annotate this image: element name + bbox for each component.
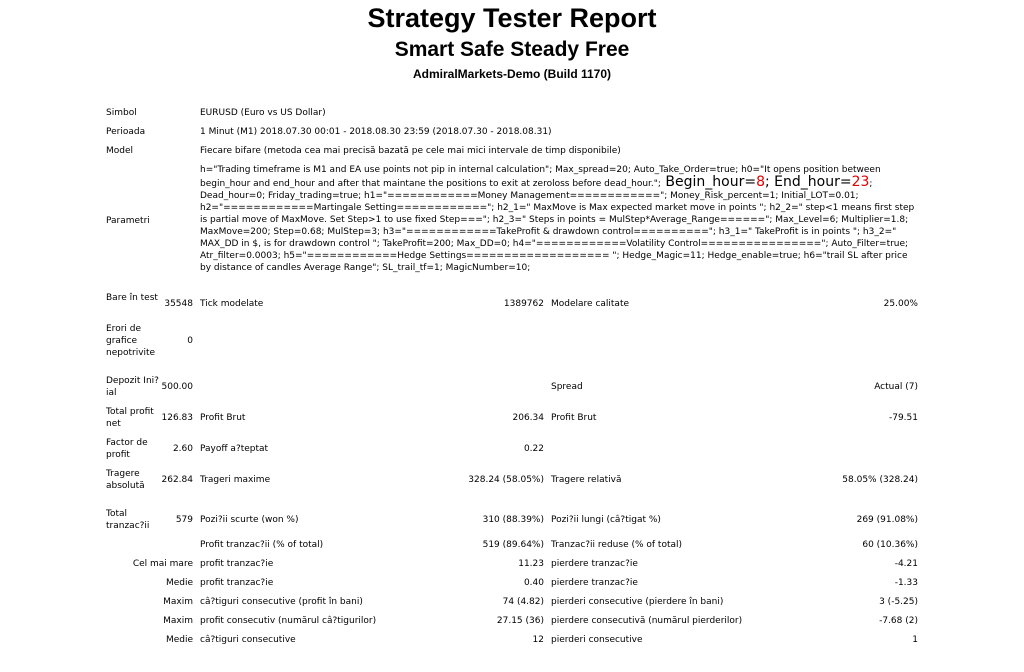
ticks-value: 1389762	[503, 299, 544, 309]
payoff-value: 0.22	[523, 444, 544, 454]
grossprofit-value: 206.34	[512, 413, 544, 423]
absdd-label: Tragere absolută	[106, 469, 145, 491]
deposit-label: Depozit Ini?ial	[106, 376, 159, 398]
avg-label-2: Medie	[165, 635, 193, 645]
quality-value: 25.00%	[883, 299, 918, 309]
deposit-value: 500.00	[161, 382, 193, 392]
max-consloss-value: 3 (-5.25)	[879, 597, 918, 607]
grossloss-label: Profit Brut	[551, 413, 597, 423]
avg-label: Medie	[165, 578, 193, 588]
avg-loss-label: pierdere tranzac?ie	[551, 578, 638, 588]
params-text-1: h="Trading timeframe is M1 and EA use points not pip in internal calculation"; Max_spread=20; Auto_Take_Order=true; h0="It opens position between begin_hour and end_hour and after that maintane the positions to exit at zeroloss before dead_hour.";	[200, 165, 881, 189]
end-hour-label: ; End_hour=	[765, 174, 852, 190]
report-title: Strategy Tester Report	[367, 3, 657, 33]
grossloss-value: -79.51	[888, 413, 918, 423]
profittrades-label: Profit tranzac?ii (% of total)	[200, 540, 324, 550]
max-conslossamt-label: pierdere consecutivă (numărul pierderilor)	[551, 616, 743, 626]
bars-label: Bare în test	[106, 293, 158, 303]
model-label: Model	[106, 146, 134, 156]
pf-label: Factor de profit	[106, 438, 148, 460]
ticks-label: Tick modelate	[200, 299, 264, 309]
end-hour-value: 23	[851, 174, 870, 190]
largest-profit-value: 11.23	[518, 559, 544, 569]
model-value: Fiecare bifare (metoda cea mai precisă bazată pe cele mai mici intervale de timp disponibile)	[200, 146, 621, 156]
trades-value: 579	[175, 515, 193, 525]
largest-loss-value: -4.21	[894, 559, 918, 569]
largest-label: Cel mai mare	[132, 559, 193, 569]
avg-consloss-value: 1	[912, 635, 918, 645]
profittrades-value: 519 (89.64%)	[482, 540, 544, 550]
quality-label: Modelare calitate	[551, 299, 630, 309]
max-consprofit-value: 27.15 (36)	[496, 616, 544, 626]
max-conslossamt-value: -7.68 (2)	[879, 616, 918, 626]
bars-value: 35548	[164, 299, 193, 309]
server-build: AdmiralMarkets-Demo (Build 1170)	[412, 67, 612, 81]
short-label: Pozi?ii scurte (won %)	[200, 515, 299, 525]
reldd-label: Tragere relativă	[551, 475, 622, 485]
maxdd-value: 328.24 (58.05%)	[468, 475, 544, 485]
period-label: Perioada	[106, 127, 146, 137]
max-consloss-label: pierderi consecutive (pierdere în bani)	[551, 597, 724, 607]
avg-consloss-label: pierderi consecutive	[551, 635, 643, 645]
losstrades-value: 60 (10.36%)	[862, 540, 918, 550]
losstrades-label: Tranzac?ii reduse (% of total)	[551, 540, 683, 550]
short-value: 310 (88.39%)	[482, 515, 544, 525]
max-label-2: Maxim	[163, 616, 193, 626]
trades-label: Total tranzac?ii	[106, 509, 150, 531]
avg-conswins-value: 12	[532, 635, 544, 645]
params-value	[200, 164, 920, 274]
absdd-value: 262.84	[161, 475, 193, 485]
symbol-value: EURUSD (Euro vs US Dollar)	[200, 108, 326, 118]
largest-loss-label: pierdere tranzac?ie	[551, 559, 638, 569]
avg-profit-value: 0.40	[523, 578, 544, 588]
largest-profit-label: profit tranzac?ie	[200, 559, 274, 569]
payoff-label: Payoff a?teptat	[200, 444, 269, 454]
max-conswins-value: 74 (4.82)	[502, 597, 544, 607]
avg-loss-value: -1.33	[894, 578, 918, 588]
symbol-label: Simbol	[106, 108, 137, 118]
reldd-value: 58.05% (328.24)	[842, 475, 918, 485]
netprofit-label: Total profit net	[106, 407, 154, 429]
params-text-2: ; Dead_hour=0; Friday_trading=true; h1="============Money Management============"; Money_Risk_percent=1; Initial_LOT=0.01; h2="============Martingale Setting============"; h2_1=" MaxMove is Max expected market move in points "; h2_2=" step<1 means first step is partial move of MaxMove. Set Step>1 to use fixed Step==="; h2_3=" Steps in points = MulStep*Average_Range======"; Max_Level=6; Multiplier=1.8; MaxMove=200; Step=0.68; MulStep=3; h3="============TakeProfit & drawdown control=========="; h3_1=" TakeProfit is in points "; h3_2=" MAX_DD in $, is for drawdown control "; TakeProfit=200; Max_DD=0; h4="============Volatility Control================"; Auto_Filter=true; Atr_filter=0.0003; h5="============Hedge Settings=================== "; Hedge_Magic=11; Hedge_enable=true; h6="trail SL after price by distance of candles Average Range"; SL_trail_tf=1; MagicNumber=10;	[200, 179, 915, 273]
grossprofit-label: Profit Brut	[200, 413, 246, 423]
begin-hour-label: Begin_hour=	[660, 174, 757, 190]
netprofit-value: 126.83	[161, 413, 193, 423]
maxdd-label: Trageri maxime	[200, 475, 271, 485]
period-value: 1 Minut (M1) 2018.07.30 00:01 - 2018.08.30 23:59 (2018.07.30 - 2018.08.31)	[200, 127, 552, 137]
params-label: Parametri	[106, 216, 150, 226]
long-label: Pozi?ii lungi (câ?tigat %)	[551, 515, 661, 525]
avg-profit-label: profit tranzac?ie	[200, 578, 274, 588]
errors-label: Erori de grafice nepotrivite	[106, 324, 156, 358]
begin-hour-value: 8	[756, 174, 765, 190]
avg-conswins-label: câ?tiguri consecutive	[200, 635, 296, 645]
long-value: 269 (91.08%)	[856, 515, 918, 525]
pf-value: 2.60	[172, 444, 193, 454]
max-conswins-label: câ?tiguri consecutive (profit în bani)	[200, 597, 363, 607]
expert-name: Smart Safe Steady Free	[394, 38, 630, 61]
max-consprofit-label: profit consecutiv (numărul câ?tigurilor)	[200, 616, 377, 626]
spread-value: Actual (7)	[874, 382, 918, 392]
spread-label: Spread	[551, 382, 583, 392]
max-label-1: Maxim	[163, 597, 193, 607]
errors-value: 0	[187, 336, 193, 346]
